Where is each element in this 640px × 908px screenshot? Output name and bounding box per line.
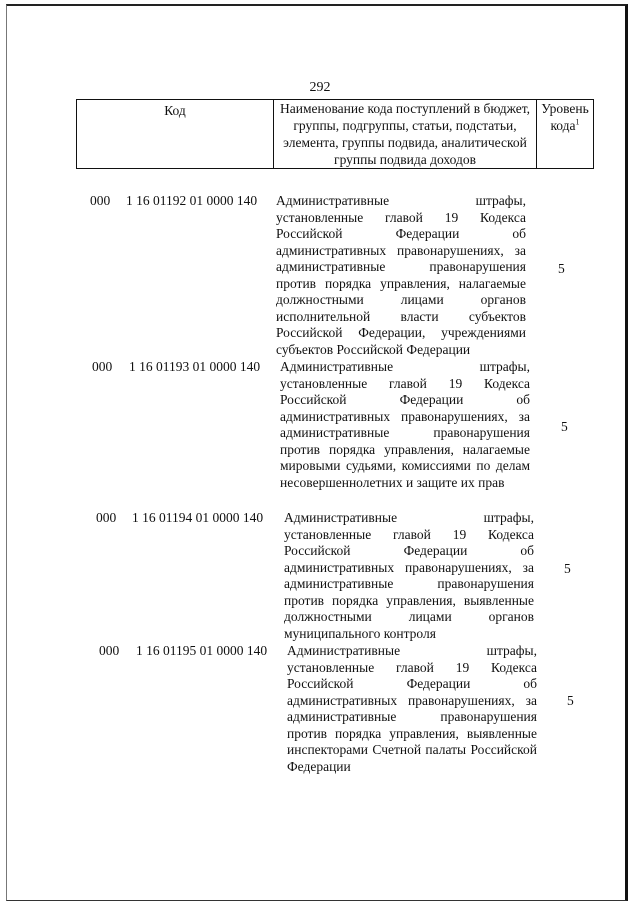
revenue-description xyxy=(287,643,537,775)
revenue-description xyxy=(276,193,526,358)
table-row xyxy=(0,193,640,363)
revenue-code: 1 16 01195 01 0000 140 xyxy=(136,643,268,658)
revenue-code: 1 16 01194 01 0000 140 xyxy=(132,510,264,525)
description-first-line xyxy=(276,193,526,210)
code-level: 5 xyxy=(558,261,565,276)
revenue-description xyxy=(284,510,534,642)
revenue-code: 1 16 01193 01 0000 140 xyxy=(129,359,261,374)
header-code: Код xyxy=(77,100,274,169)
desc-word: Административные xyxy=(280,359,394,374)
description-text: установленные главой 19 Кодекса Российской Федерации об административных правонарушениях, за административные правонарушения против порядка управления, выявленные должностными лицами органов муниципального контроля xyxy=(284,526,534,641)
header-level xyxy=(537,100,594,169)
page-number: 292 xyxy=(309,80,331,95)
description-first-line xyxy=(284,510,534,527)
header-level-label: Уровень кода xyxy=(541,101,589,133)
table-row xyxy=(0,510,640,640)
desc-word: штрафы, xyxy=(483,510,534,525)
admin-code: 000 xyxy=(99,643,120,658)
header-name: Наименование кода поступлений в бюджет, группы, подгруппы, статьи, подстатьи, элемента, группы подвида, аналитической группы подвида доходов xyxy=(274,100,537,169)
table-row xyxy=(0,643,640,773)
revenue-description xyxy=(280,359,530,491)
admin-code: 000 xyxy=(96,510,117,525)
desc-word: штрафы, xyxy=(479,359,530,374)
table-row xyxy=(0,359,640,509)
admin-code: 000 xyxy=(90,193,111,208)
header-level-footnote: 1 xyxy=(575,117,580,127)
revenue-code: 1 16 01192 01 0000 140 xyxy=(126,193,258,208)
admin-code: 000 xyxy=(92,359,113,374)
code-level: 5 xyxy=(564,561,571,576)
code-level: 5 xyxy=(561,419,568,434)
description-text: установленные главой 19 Кодекса Российской Федерации об административных правонарушениях, за административные правонарушения против порядка управления, выявленные инспекторами Счетной палаты Российской Федерации xyxy=(287,659,537,774)
description-text: установленные главой 19 Кодекса Российской Федерации об административных правонарушениях, за административные правонарушения против порядка управления, налагаемые должностными лицами органов исполнительной власти субъектов Российской Федерации, учреждениями субъектов Российской Федерации xyxy=(276,209,526,357)
description-text: установленные главой 19 Кодекса Российской Федерации об административных правонарушениях, за административные правонарушения против порядка управления, налагаемые мировыми судьями, комиссиями по делам несовершеннолетних и защите их прав xyxy=(280,375,530,490)
desc-word: Административные xyxy=(276,193,390,208)
description-first-line xyxy=(287,643,537,660)
code-level: 5 xyxy=(567,693,574,708)
description-first-line xyxy=(280,359,530,376)
desc-word: Административные xyxy=(287,643,401,658)
desc-word: Административные xyxy=(284,510,398,525)
desc-word: штрафы, xyxy=(486,643,537,658)
desc-word: штрафы, xyxy=(475,193,526,208)
table-header xyxy=(76,99,594,169)
